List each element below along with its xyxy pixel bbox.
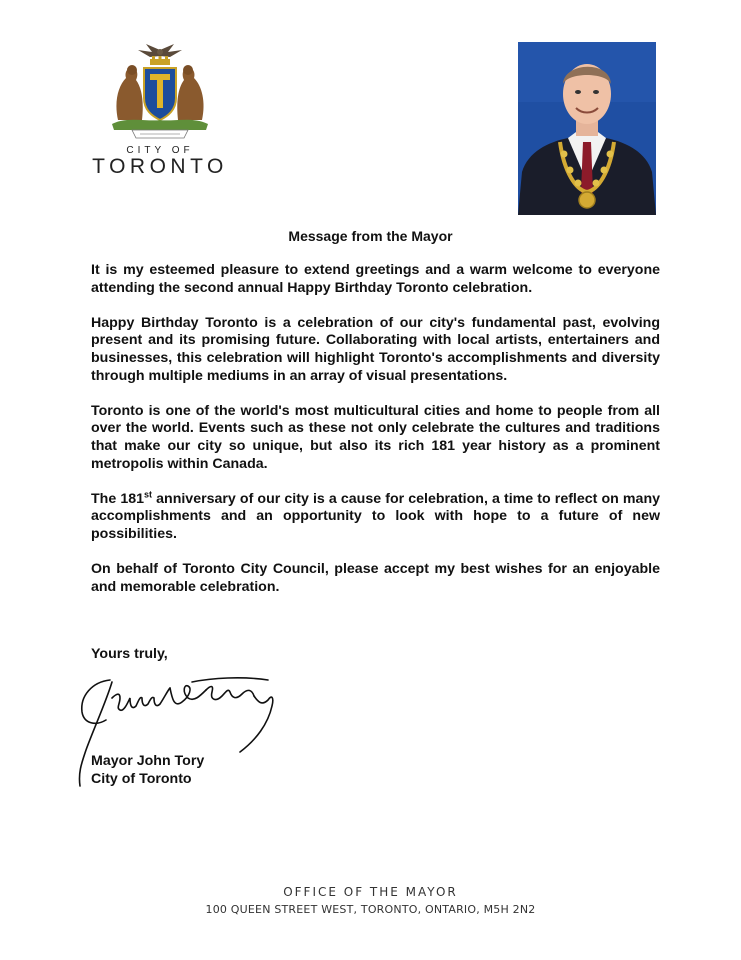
paragraph-5: On behalf of Toronto City Council, please accept my best wishes for an enjoyable and memorable celebration. [91,561,660,595]
letter-title: Message from the Mayor [288,228,453,244]
signer-name: Mayor John Tory [91,753,205,769]
paragraph-4-post: anniversary of our city is a cause for celebration, a time to reflect on many accomplishments and an opportunity to look with hope to a future of new possibilities. [91,490,660,542]
paragraph-2: Happy Birthday Toronto is a celebration of our city's fundamental past, evolving present and its promising future. Collaborating with local artists, entertainers and businesses, this celebration will highlight Toronto's accomplishments and diversity through multiple mediums in an array of visual presentations. [91,314,660,384]
mayor-portrait-icon [518,42,656,215]
signer-block [91,752,204,788]
coat-of-arms-icon [108,42,212,144]
paragraph-4-pre: The 181 [91,490,145,507]
paragraph-3: Toronto is one of the world's most multicultural cities and home to people from all over the world. Events such as these not only celebrate the cultures and traditions that make our city so unique, but also its rich 181 year history as a prominent metropolis within Canada. [91,402,660,472]
paragraph-1: It is my esteemed pleasure to extend greetings and a warm welcome to everyone attending the second annual Happy Birthday Toronto celebration. [91,262,660,296]
logo-city-of: CITY OF [126,145,194,156]
footer-office: OFFICE OF THE MAYOR [283,885,458,899]
letter-body [91,262,660,614]
logo-toronto: TORONTO [92,155,228,178]
paragraph-4 [91,488,660,544]
footer-address: 100 QUEEN STREET WEST, TORONTO, ONTARIO, M5H 2N2 [205,903,536,916]
ordinal-suffix: st [144,488,153,499]
signer-title: City of Toronto [91,771,192,787]
closing: Yours truly, [91,646,168,662]
